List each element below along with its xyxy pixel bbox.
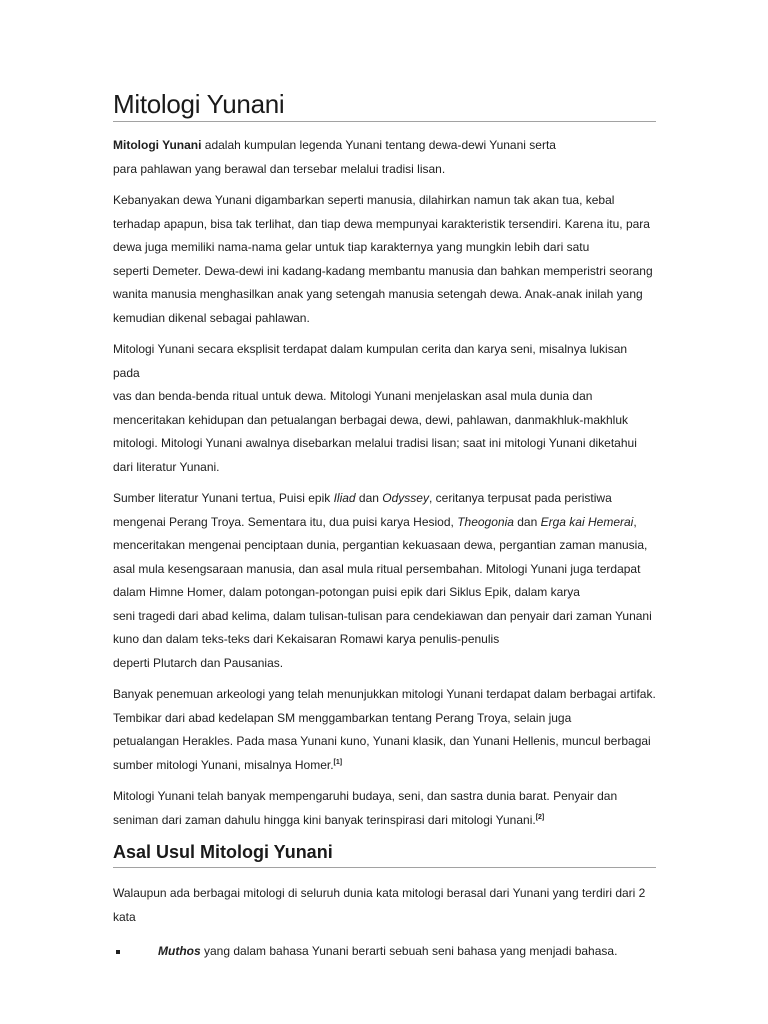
title-theogonia: Theogonia bbox=[457, 514, 514, 529]
intro-bold-term: Mitologi Yunani bbox=[113, 138, 202, 152]
text-line: seni tragedi dari abad kelima, dalam tulisan-tulisan para cendekiawan dan penyair dari zaman Yunani bbox=[113, 608, 652, 623]
text-line: dari literatur Yunani. bbox=[113, 459, 220, 474]
text-line: terhadap apapun, bisa tak terlihat, dan tiap dewa mempunyai karakteristik tersendiri. Karena itu, para bbox=[113, 216, 650, 231]
text-line: Mitologi Yunani secara eksplisit terdapat dalam kumpulan cerita dan karya seni, misalnya lukisan pada bbox=[113, 342, 628, 380]
text-line: vas dan benda-benda ritual untuk dewa. Mitologi Yunani menjelaskan asal mula dunia dan bbox=[113, 389, 593, 403]
text-line: Walaupun ada berbagai mitologi di seluruh dunia kata mitologi berasal dari Yunani yang terdiri dari 2 bbox=[113, 886, 646, 900]
paragraph-6 bbox=[113, 785, 656, 832]
paragraph-5 bbox=[113, 683, 656, 777]
paragraph-3 bbox=[113, 338, 656, 479]
citation-ref-2[interactable]: [2] bbox=[535, 813, 545, 821]
text-line: asal mula kesengsaraan manusia, dan asal mula ritual persembahan. Mitologi Yunani juga terdapat bbox=[113, 561, 641, 576]
paragraph-4 bbox=[113, 487, 656, 675]
paragraph-7 bbox=[113, 882, 656, 929]
text-line: petualangan Herakles. Pada masa Yunani kuno, Yunani klasik, dan Yunani Hellenis, muncul berbagai bbox=[113, 734, 651, 748]
text-line: kuno dan dalam teks-teks dari Kekaisaran Romawi karya penulis-penulis bbox=[113, 632, 500, 646]
text-fragment: , ceritanya terpusat pada peristiwa bbox=[428, 491, 612, 505]
text-line: menceritakan mengenai penciptaan dunia, pergantian kekuasaan dewa, pergantian zaman manusia, bbox=[113, 538, 648, 552]
text-line: Banyak penemuan arkeologi yang telah menunjukkan mitologi Yunani terdapat dalam berbagai artifak. bbox=[113, 687, 656, 701]
square-bullet-icon bbox=[116, 950, 120, 954]
text-line: deperti Plutarch dan Pausanias. bbox=[113, 655, 284, 670]
text-line: sumber mitologi Yunani, misalnya Homer. bbox=[113, 757, 334, 772]
paragraph-2 bbox=[113, 189, 656, 330]
text-line: Tembikar dari abad kedelapan SM menggambarkan tentang Perang Troya, selain juga bbox=[113, 710, 572, 725]
bullet-text: yang dalam bahasa Yunani berarti sebuah seni bahasa yang menjadi bahasa. bbox=[200, 944, 618, 958]
intro-text: adalah kumpulan legenda Yunani tentang dewa-dewi Yunani serta bbox=[201, 138, 556, 152]
intro-text: para pahlawan yang berawal dan tersebar melalui tradisi lisan. bbox=[113, 161, 446, 176]
title-erga-kai-hemerai: Erga kai Hemerai bbox=[540, 514, 634, 529]
intro-paragraph bbox=[113, 134, 656, 181]
text-fragment: dan bbox=[513, 514, 541, 529]
text-line: dalam Himne Homer, dalam potongan-potongan puisi epik dari Siklus Epik, dalam karya bbox=[113, 585, 580, 599]
section-heading: Asal Usul Mitologi Yunani bbox=[113, 840, 656, 868]
text-line: kata bbox=[113, 909, 136, 924]
text-line: kemudian dikenal sebagai pahlawan. bbox=[113, 310, 310, 325]
list-item bbox=[113, 940, 656, 964]
page-title: Mitologi Yunani bbox=[113, 88, 656, 122]
title-odyssey: Odyssey bbox=[382, 491, 429, 505]
document-page bbox=[113, 88, 656, 964]
text-line: seperti Demeter. Dewa-dewi ini kadang-kadang membantu manusia dan bahkan memperistri seorang bbox=[113, 263, 653, 278]
citation-ref-1[interactable]: [1] bbox=[333, 758, 343, 766]
text-line: seniman dari zaman dahulu hingga kini banyak terinspirasi dari mitologi Yunani. bbox=[113, 812, 536, 827]
text-line: wanita manusia menghasilkan anak yang setengah manusia setengah dewa. Anak-anak inilah yang bbox=[113, 287, 643, 301]
text-fragment: , bbox=[633, 514, 637, 529]
text-fragment: Sumber literatur Yunani tertua, Puisi epik bbox=[113, 491, 334, 505]
text-line: mitologi. Mitologi Yunani awalnya disebarkan melalui tradisi lisan; saat ini mitologi Yunani diketahui bbox=[113, 436, 637, 450]
text-line: menceritakan kehidupan dan petualangan berbagai dewa, dewi, pahlawan, danmakhluk-makhluk bbox=[113, 412, 629, 427]
text-fragment: dan bbox=[355, 491, 383, 505]
title-iliad: Iliad bbox=[333, 491, 356, 505]
text-fragment: mengenai Perang Troya. Sementara itu, dua puisi karya Hesiod, bbox=[113, 514, 458, 529]
text-line: dewa juga memiliki nama-nama gelar untuk tiap karakternya yang mungkin lebih dari satu bbox=[113, 240, 590, 254]
text-line: Mitologi Yunani telah banyak mempengaruhi budaya, seni, dan sastra dunia barat. Penyair dan bbox=[113, 789, 618, 803]
bullet-term: Muthos bbox=[158, 944, 201, 958]
text-line: Kebanyakan dewa Yunani digambarkan seperti manusia, dilahirkan namun tak akan tua, kebal bbox=[113, 193, 615, 207]
